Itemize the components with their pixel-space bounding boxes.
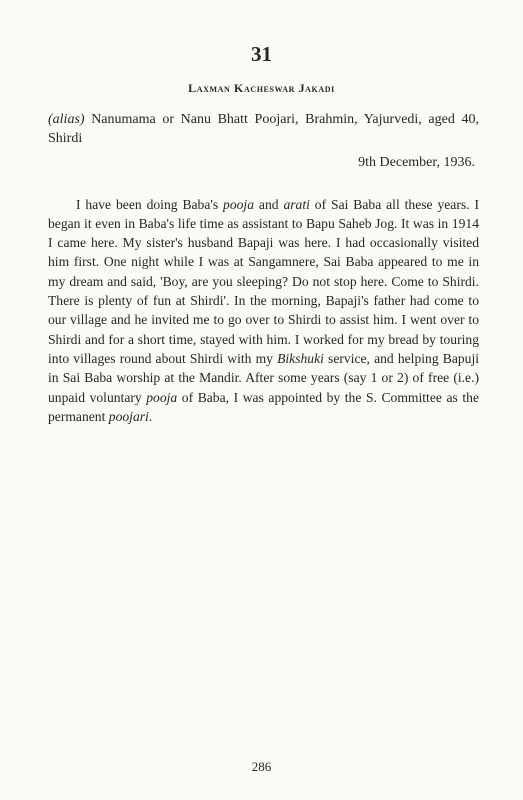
italic-run: Bikshuki	[277, 350, 324, 366]
entry-date: 9th December, 1936.	[358, 155, 475, 170]
text-run: and	[254, 196, 284, 212]
chapter-title: Laxman Kacheswar Jakadi	[188, 81, 335, 95]
text-run: .	[148, 408, 153, 424]
text-run: of Baba, I was appointed by the S. Committee as the permanent	[48, 389, 479, 424]
text-run: of Sai Baba all these years. I began it even in Baba's life time as assistant to Bapu Saheb Jog. It was in 1914 I came here. My sister's husband Bapaji was here. I had occasionally visited him first. One night while I was at Sangamnere, Sai Baba appeared to me in my dream and said, 'Boy, are you sleeping? Do not stop here. Come to Shirdi. There is plenty of fun at Shirdi'. In the morning, Bapaji's father had come to our village and he invited me to go over to Shirdi to assist him. I went over to Shirdi and for a short time, stayed with him. I worked for my bread by touring into villages round about Shirdi with my	[48, 196, 479, 366]
byline-details: Nanumama or Nanu Bhatt Poojari, Brahmin, Yajurvedi, aged 40, Shirdi	[48, 112, 479, 146]
text-run: service, and helping Bapuji in Sai Baba worship at the Mandir. After some years (say 1 or 2) of free (i.e.) unpaid voluntary	[48, 350, 479, 405]
italic-run: arati	[283, 196, 310, 212]
page-number: 286	[251, 759, 272, 774]
body-paragraph	[48, 195, 479, 427]
byline-alias: (alias)	[48, 112, 85, 127]
italic-run: pooja	[223, 196, 254, 212]
text-run: I have been doing Baba's	[76, 196, 224, 212]
chapter-number: 31	[251, 42, 272, 66]
italic-run: pooja	[146, 389, 178, 405]
byline	[48, 110, 479, 148]
italic-run: poojari	[108, 408, 149, 424]
